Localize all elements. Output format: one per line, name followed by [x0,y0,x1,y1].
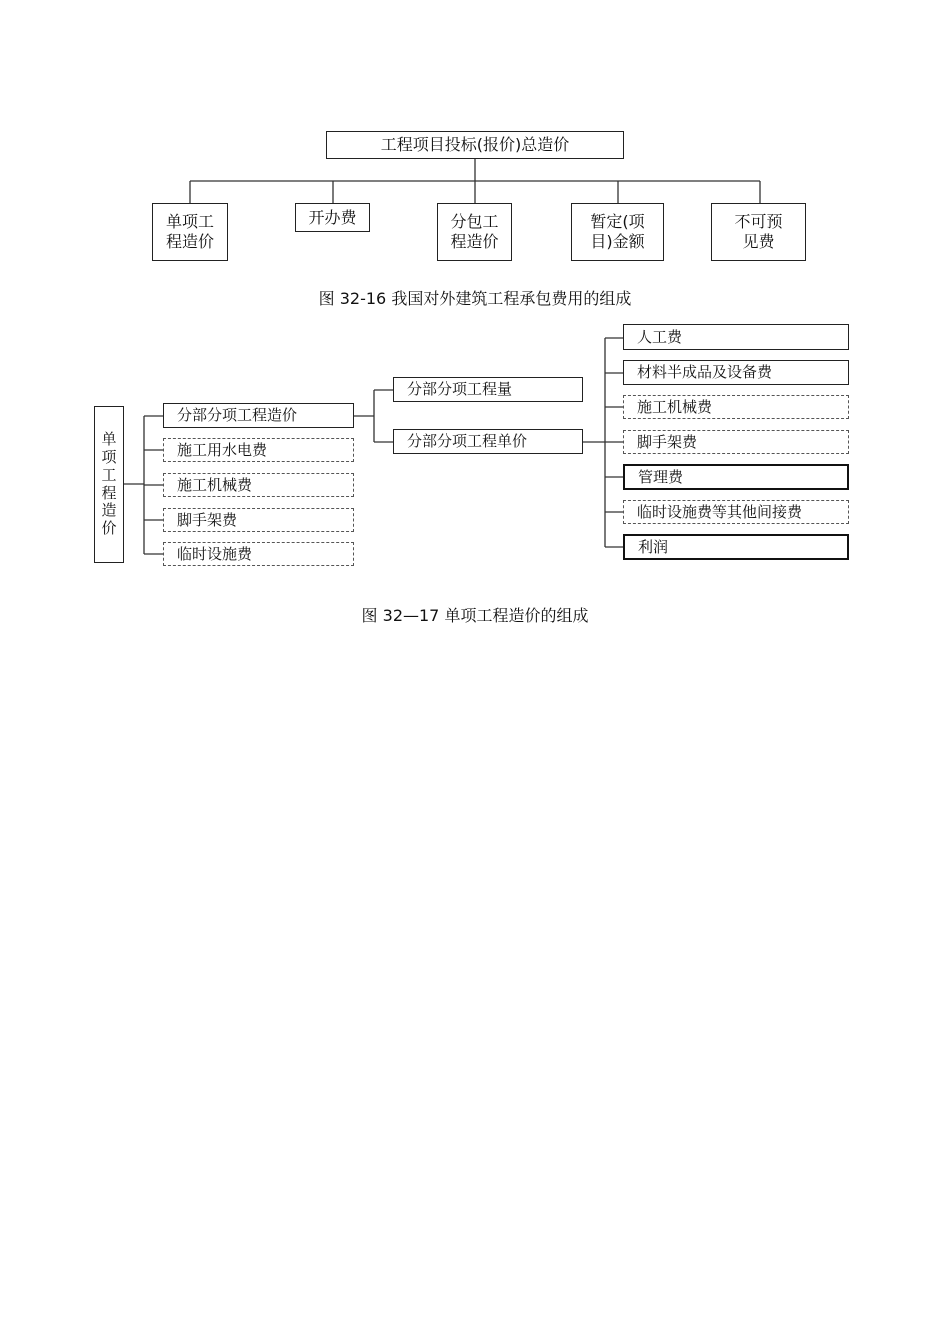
fig1-node-label: 见费 [742,232,775,251]
fig2-l3-label: 材料半成品及设备费 [637,363,773,382]
fig2-root-char: 单 [101,430,117,449]
fig1-node-label: 程造价 [165,232,214,251]
fig2-l1-item-divisional-works-cost [163,403,354,428]
fig1-node-single-project-cost [152,203,228,261]
fig2-l1-label: 施工机械费 [177,475,253,494]
fig2-root-box [94,406,124,563]
fig2-l3-item-profit [623,534,849,560]
fig2-l3-label: 利润 [638,537,669,556]
fig1-node-label: 目)金额 [590,232,645,251]
fig2-root-char: 工 [101,465,117,484]
fig1-node-label: 不可预 [734,212,783,231]
fig1-node-label: 分包工 [450,212,499,231]
fig2-l1-item-water-electricity [163,438,354,462]
fig2-l2-label: 分部分项工程量 [407,380,513,399]
fig2-l1-item-temporary-facilities [163,542,354,566]
fig2-l1-item-machinery [163,473,354,497]
fig2-l3-label: 施工机械费 [637,397,713,416]
fig1-caption: 图 32-16 我国对外建筑工程承包费用的组成 [318,289,632,308]
fig1-root-box [326,131,624,159]
fig2-root-char: 造 [101,501,117,520]
fig2-root-char: 项 [101,448,117,467]
fig2-l3-label: 人工费 [637,327,683,346]
fig1-root-label: 工程项目投标(报价)总造价 [380,135,570,154]
fig2-l1-label: 临时设施费 [177,544,253,563]
fig2-root-char: 程 [101,483,117,502]
fig2-l1-label: 施工用水电费 [177,440,268,459]
fig1-node-label: 暂定(项 [590,212,645,231]
fig1-node-label: 单项工 [165,212,214,231]
fig2-l3-item-machinery [623,395,849,419]
fig2-l2-item-unit-price [393,429,583,454]
fig2-l3-label: 脚手架费 [637,432,698,451]
fig1-node-subcontract-cost [437,203,512,261]
fig2-caption: 图 32—17 单项工程造价的组成 [361,606,589,625]
fig2-l3-item-labor [623,324,849,350]
fig1-node-provisional-amount [571,203,664,261]
fig2-l1-label: 脚手架费 [177,510,238,529]
fig2-l3-item-materials-equipment [623,360,849,385]
fig2-l3-item-scaffolding [623,430,849,454]
fig1-node-label: 程造价 [450,232,499,251]
fig2-l3-item-management-fee [623,464,849,490]
fig2-l1-item-scaffolding [163,508,354,532]
fig2-l2-item-quantity [393,377,583,402]
fig2-l3-label: 管理费 [638,467,684,486]
fig1-node-setup-fee [295,203,370,232]
fig2-l3-item-temporary-indirect [623,500,849,524]
fig2-root-char: 价 [101,518,117,537]
fig2-l1-label: 分部分项工程造价 [177,406,298,425]
fig2-l3-label: 临时设施费等其他间接费 [637,502,803,521]
fig1-node-contingency [711,203,806,261]
fig1-node-label: 开办费 [308,207,357,227]
fig2-l2-label: 分部分项工程单价 [407,432,528,451]
